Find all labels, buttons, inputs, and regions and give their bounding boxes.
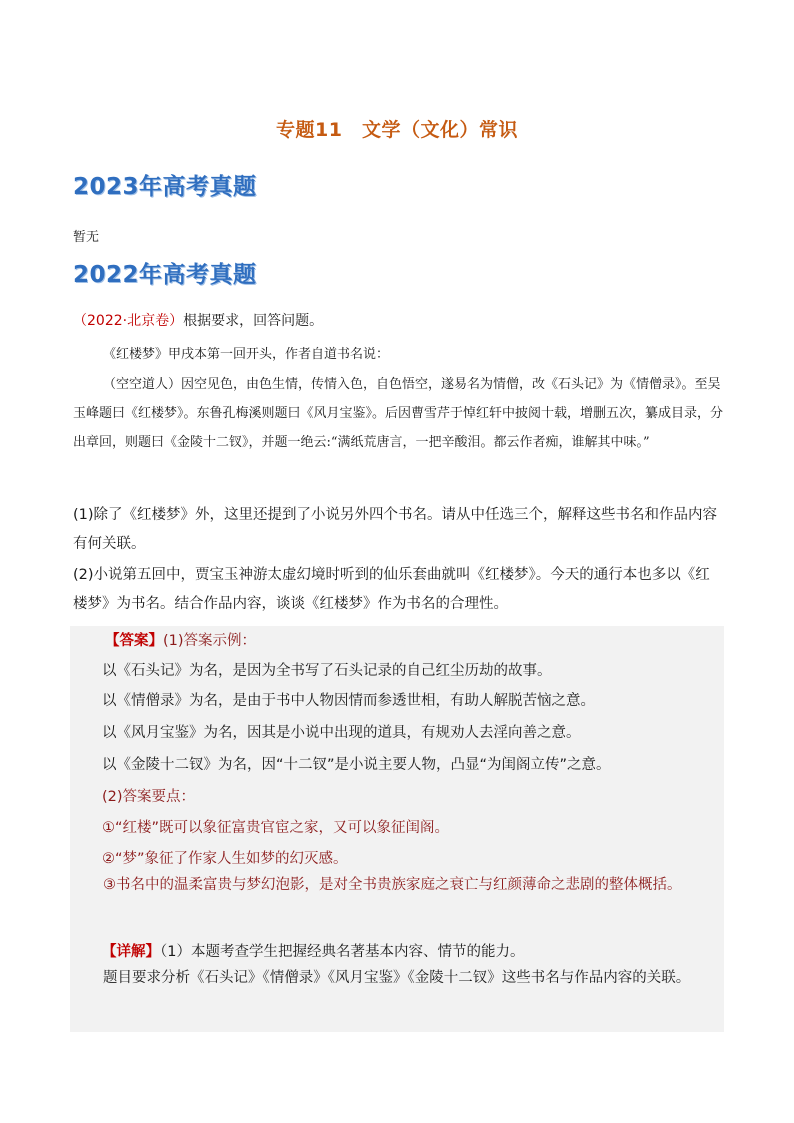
answer-point-1: ①“红楼”既可以象征富贵官宦之家，又可以象征闺阁。 <box>102 820 450 836</box>
section-heading-2022: 2022年高考真题 <box>73 262 257 288</box>
passage-intro: 《红楼梦》甲戌本第一回开头，作者自道书名说： <box>103 347 390 362</box>
question-source-tag: （2022·北京卷） <box>73 313 184 329</box>
answer-line-3: 以《风月宝鉴》为名，因其是小说中出现的道具，有规劝人去淫向善之意。 <box>102 725 581 741</box>
answer-line-2: 以《情僧录》为名，是由于书中人物因情而参透世相，有助人解脱苦恼之意。 <box>102 693 595 709</box>
detail-label: 【详解】 <box>102 944 160 960</box>
answer-label: 【答案】 <box>105 633 163 649</box>
answer-part1-title: (1)答案示例： <box>163 633 257 649</box>
section-2023-body: 暂无 <box>73 230 100 245</box>
detail-line-1 <box>102 940 524 961</box>
answer-point-3 <box>73 871 723 900</box>
question-list <box>73 501 723 621</box>
question-header <box>73 310 323 330</box>
detail-text-2: 题目要求分析《石头记》《情僧录》《风月宝鉴》《金陵十二钗》这些书名与作品内容的关联。 <box>103 970 691 986</box>
detail-line-2 <box>73 964 723 993</box>
answer-line-1: 以《石头记》为名，是因为全书写了石头记录的自己红尘历劫的故事。 <box>102 663 552 679</box>
question-item-1: (1)除了《红楼梦》外，这里还提到了小说另外四个书名。请从中任选三个，解释这些书名和作品内容有何关联。 <box>73 507 718 552</box>
page-title: 专题11 文学（文化）常识 <box>276 119 518 141</box>
section-heading-2023: 2023年高考真题 <box>73 174 257 200</box>
answer-header <box>105 629 256 650</box>
answer-part2-title: (2)答案要点： <box>102 789 196 805</box>
question-prompt: 根据要求，回答问题。 <box>183 313 324 329</box>
passage-body: （空空道人）因空见色，由色生情，传情入色，自色悟空，遂易名为情僧，改《石头记》为《情僧录》。至吴玉峰题曰《红楼梦》。东鲁孔梅溪则题曰《风月宝鉴》。后因曹雪芹于悼红轩中披阅十载，增删五次，纂成目录，分出章回，则题曰《金陵十二钗》，并题一绝云:“满纸荒唐言，一把辛酸泪。都云作者痴，谁解其中味。” <box>73 377 724 450</box>
question-item-2: (2)小说第五回中，贾宝玉神游太虚幻境时听到的仙乐套曲就叫《红楼梦》。今天的通行本也多以《红楼梦》为书名。结合作品内容，谈谈《红楼梦》作为书名的合理性。 <box>73 567 710 612</box>
detail-text-1: （1）本题考查学生把握经典名著基本内容、情节的能力。 <box>160 944 525 960</box>
answer-point-3-text: ③书名中的温柔富贵与梦幻泡影，是对全书贵族家庭之衰亡与红颜薄命之悲剧的整体概括。 <box>103 877 682 893</box>
answer-line-4: 以《金陵十二钗》为名，因“十二钗”是小说主要人物，凸显“为闺阁立传”之意。 <box>102 757 611 773</box>
answer-point-2: ②“梦”象征了作家人生如梦的幻灭感。 <box>102 851 348 867</box>
